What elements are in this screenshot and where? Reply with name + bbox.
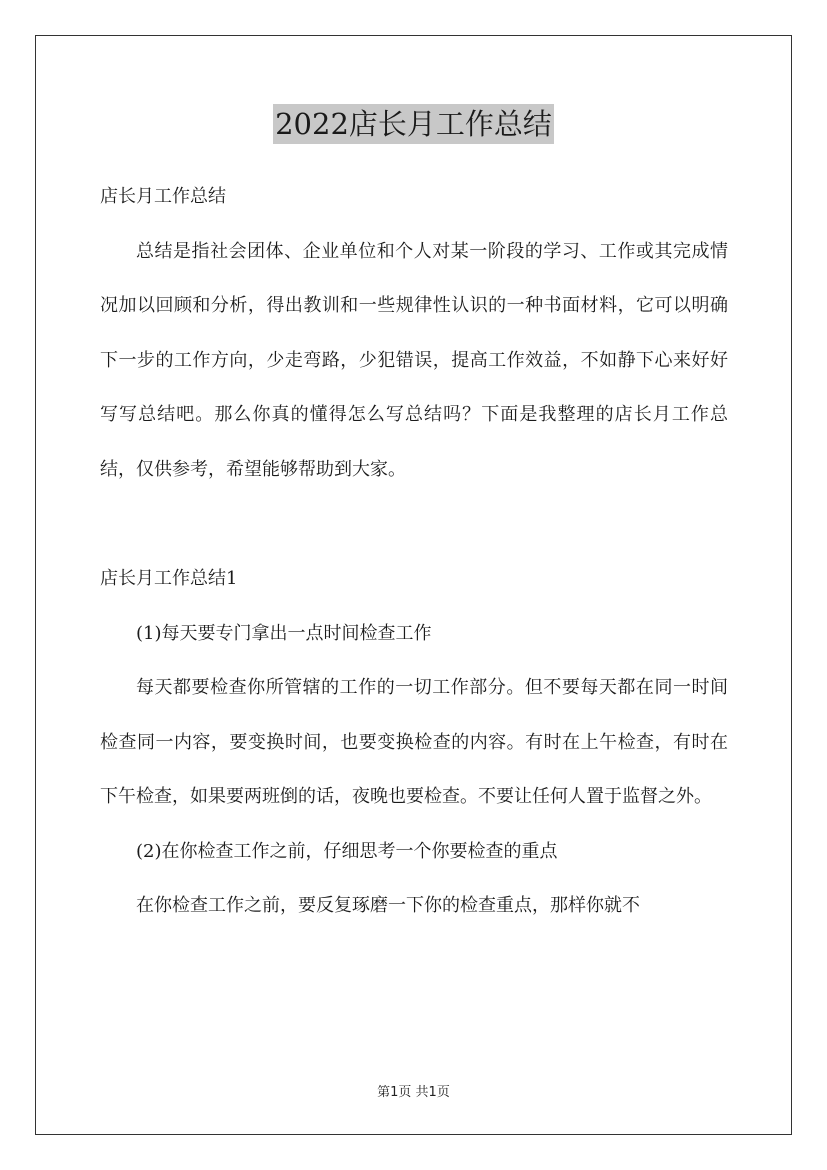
point-1-body: 每天都要检查你所管辖的工作的一切工作部分。但不要每天都在同一时间检查同一内容，要变换时间，也要变换检查的内容。有时在上午检查，有时在下午检查，如果要两班倒的话，夜晚也要检查。不要让任何人置于监督之外。 [100,677,728,807]
intro-paragraph: 总结是指社会团体、企业单位和个人对某一阶段的学习、工作或其完成情况加以回顾和分析，得出教训和一些规律性认识的一种书面材料，它可以明确下一步的工作方向，少走弯路，少犯错误，提高工作效益，不如静下心来好好写写总结吧。那么你真的懂得怎么写总结吗？下面是我整理的店长月工作总结，仅供参考，希望能够帮助到大家。 [100,240,728,480]
subtitle: 店长月工作总结 [100,186,226,207]
point-2-heading: (2)在你检查工作之前，仔细思考一个你要检查的重点 [136,840,558,862]
section-heading: 店长月工作总结1 [100,568,238,589]
page-footer: 第1页 共1页 [377,1085,450,1100]
point-2-body: 在你检查工作之前，要反复琢磨一下你的检查重点，那样你就不 [136,895,640,916]
document-title: 2022店长月工作总结 [273,104,554,144]
document-body [100,170,728,934]
title-container [0,104,827,144]
section-spacer [100,497,728,552]
point-1-heading: (1)每天要专门拿出一点时间检查工作 [136,622,432,644]
